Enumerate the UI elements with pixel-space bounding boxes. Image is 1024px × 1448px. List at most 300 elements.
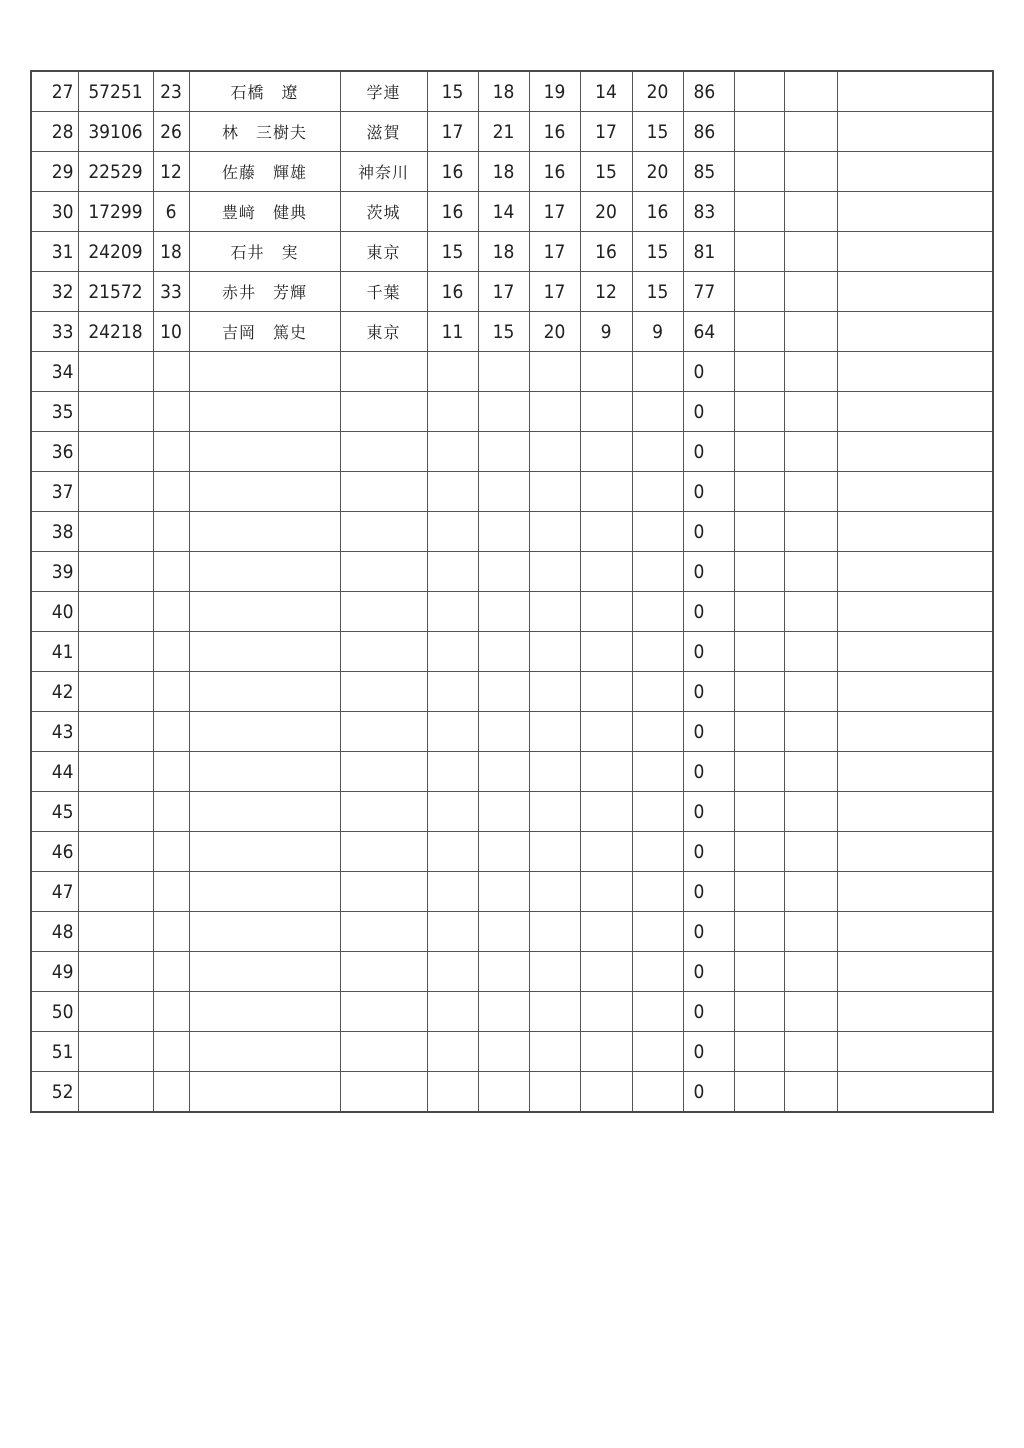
round-2-score-cell <box>478 352 529 392</box>
number-cell: 26 <box>153 112 189 152</box>
member-id-cell <box>78 432 153 472</box>
total-score-cell: 0 <box>683 392 734 432</box>
round-1-score-cell <box>427 1032 478 1072</box>
blank-cell <box>784 71 837 112</box>
table-row <box>31 752 993 792</box>
prefecture-cell <box>340 352 427 392</box>
remarks-cell <box>837 632 993 672</box>
number-cell <box>153 352 189 392</box>
round-4-score-cell <box>580 592 632 632</box>
player-name-cell <box>189 672 340 712</box>
remarks-cell <box>837 792 993 832</box>
round-4-score-cell <box>580 512 632 552</box>
rank-cell: 36 <box>31 432 78 472</box>
round-5-score-cell <box>632 472 683 512</box>
table-row <box>31 112 993 152</box>
round-3-score-cell: 19 <box>529 71 580 112</box>
table-row <box>31 312 993 352</box>
round-5-score-cell <box>632 352 683 392</box>
round-1-score-cell <box>427 512 478 552</box>
round-2-score-cell <box>478 392 529 432</box>
round-3-score-cell: 17 <box>529 232 580 272</box>
blank-cell <box>734 152 784 192</box>
number-cell <box>153 432 189 472</box>
prefecture-cell <box>340 992 427 1032</box>
round-5-score-cell: 16 <box>632 192 683 232</box>
round-2-score-cell: 14 <box>478 192 529 232</box>
table-row <box>31 432 993 472</box>
member-id-cell: 57251 <box>78 71 153 112</box>
player-name-cell <box>189 1032 340 1072</box>
blank-cell <box>784 792 837 832</box>
rank-cell: 27 <box>31 71 78 112</box>
round-4-score-cell: 17 <box>580 112 632 152</box>
table-row <box>31 792 993 832</box>
member-id-cell <box>78 392 153 432</box>
round-2-score-cell <box>478 1032 529 1072</box>
player-name-cell <box>189 872 340 912</box>
player-name-cell <box>189 792 340 832</box>
remarks-cell <box>837 912 993 952</box>
blank-cell <box>734 112 784 152</box>
total-score-cell: 83 <box>683 192 734 232</box>
total-score-cell: 0 <box>683 952 734 992</box>
blank-cell <box>734 912 784 952</box>
prefecture-cell <box>340 472 427 512</box>
table-row <box>31 272 993 312</box>
round-4-score-cell <box>580 952 632 992</box>
round-4-score-cell <box>580 792 632 832</box>
round-1-score-cell <box>427 472 478 512</box>
round-4-score-cell <box>580 992 632 1032</box>
prefecture-cell <box>340 1032 427 1072</box>
rank-cell: 32 <box>31 272 78 312</box>
prefecture-cell <box>340 832 427 872</box>
total-score-cell: 0 <box>683 792 734 832</box>
round-4-score-cell <box>580 1032 632 1072</box>
round-1-score-cell <box>427 592 478 632</box>
number-cell <box>153 392 189 432</box>
total-score-cell: 0 <box>683 472 734 512</box>
round-2-score-cell <box>478 432 529 472</box>
round-4-score-cell <box>580 472 632 512</box>
round-4-score-cell <box>580 1072 632 1113</box>
round-2-score-cell <box>478 752 529 792</box>
score-table <box>30 70 994 1113</box>
round-5-score-cell <box>632 592 683 632</box>
round-3-score-cell <box>529 672 580 712</box>
round-3-score-cell <box>529 632 580 672</box>
round-3-score-cell <box>529 352 580 392</box>
rank-cell: 31 <box>31 232 78 272</box>
remarks-cell <box>837 672 993 712</box>
blank-cell <box>784 1072 837 1113</box>
rank-cell: 39 <box>31 552 78 592</box>
round-1-score-cell <box>427 1072 478 1113</box>
member-id-cell: 24218 <box>78 312 153 352</box>
round-4-score-cell: 20 <box>580 192 632 232</box>
member-id-cell: 22529 <box>78 152 153 192</box>
round-1-score-cell: 16 <box>427 272 478 312</box>
round-1-score-cell <box>427 792 478 832</box>
rank-cell: 48 <box>31 912 78 952</box>
blank-cell <box>734 232 784 272</box>
rank-cell: 38 <box>31 512 78 552</box>
player-name-cell: 豊﨑 健典 <box>189 192 340 232</box>
blank-cell <box>734 832 784 872</box>
round-4-score-cell <box>580 672 632 712</box>
total-score-cell: 86 <box>683 112 734 152</box>
round-1-score-cell <box>427 432 478 472</box>
blank-cell <box>784 392 837 432</box>
total-score-cell: 0 <box>683 872 734 912</box>
number-cell: 6 <box>153 192 189 232</box>
number-cell <box>153 1032 189 1072</box>
round-5-score-cell: 15 <box>632 272 683 312</box>
member-id-cell <box>78 1032 153 1072</box>
table-row <box>31 832 993 872</box>
player-name-cell <box>189 1072 340 1113</box>
number-cell <box>153 992 189 1032</box>
prefecture-cell <box>340 872 427 912</box>
blank-cell <box>734 71 784 112</box>
round-2-score-cell: 18 <box>478 152 529 192</box>
round-3-score-cell <box>529 1072 580 1113</box>
blank-cell <box>734 1032 784 1072</box>
round-3-score-cell <box>529 472 580 512</box>
round-1-score-cell <box>427 752 478 792</box>
blank-cell <box>734 752 784 792</box>
number-cell <box>153 552 189 592</box>
blank-cell <box>734 592 784 632</box>
round-4-score-cell <box>580 352 632 392</box>
number-cell <box>153 1072 189 1113</box>
table-row <box>31 632 993 672</box>
rank-cell: 50 <box>31 992 78 1032</box>
round-4-score-cell: 16 <box>580 232 632 272</box>
blank-cell <box>784 632 837 672</box>
player-name-cell: 佐藤 輝雄 <box>189 152 340 192</box>
blank-cell <box>734 312 784 352</box>
member-id-cell <box>78 912 153 952</box>
blank-cell <box>784 232 837 272</box>
blank-cell <box>784 872 837 912</box>
round-4-score-cell <box>580 912 632 952</box>
round-4-score-cell <box>580 832 632 872</box>
blank-cell <box>734 792 784 832</box>
total-score-cell: 81 <box>683 232 734 272</box>
member-id-cell <box>78 872 153 912</box>
blank-cell <box>734 712 784 752</box>
blank-cell <box>734 512 784 552</box>
prefecture-cell <box>340 552 427 592</box>
round-5-score-cell: 20 <box>632 152 683 192</box>
remarks-cell <box>837 712 993 752</box>
round-1-score-cell: 15 <box>427 71 478 112</box>
number-cell: 33 <box>153 272 189 312</box>
round-2-score-cell <box>478 632 529 672</box>
player-name-cell <box>189 632 340 672</box>
remarks-cell <box>837 1032 993 1072</box>
round-5-score-cell <box>632 952 683 992</box>
rank-cell: 43 <box>31 712 78 752</box>
table-row <box>31 712 993 752</box>
round-1-score-cell <box>427 712 478 752</box>
rank-cell: 29 <box>31 152 78 192</box>
blank-cell <box>784 592 837 632</box>
prefecture-cell <box>340 1072 427 1113</box>
prefecture-cell <box>340 392 427 432</box>
remarks-cell <box>837 512 993 552</box>
total-score-cell: 0 <box>683 1032 734 1072</box>
round-3-score-cell <box>529 592 580 632</box>
table-row <box>31 672 993 712</box>
table-row <box>31 472 993 512</box>
round-2-score-cell: 18 <box>478 232 529 272</box>
blank-cell <box>734 632 784 672</box>
rank-cell: 51 <box>31 1032 78 1072</box>
round-2-score-cell <box>478 872 529 912</box>
number-cell <box>153 512 189 552</box>
table-row <box>31 232 993 272</box>
rank-cell: 41 <box>31 632 78 672</box>
total-score-cell: 0 <box>683 1072 734 1113</box>
player-name-cell: 吉岡 篤史 <box>189 312 340 352</box>
player-name-cell <box>189 592 340 632</box>
number-cell: 18 <box>153 232 189 272</box>
round-1-score-cell <box>427 672 478 712</box>
round-5-score-cell <box>632 752 683 792</box>
round-3-score-cell: 17 <box>529 272 580 312</box>
round-4-score-cell <box>580 432 632 472</box>
round-1-score-cell: 11 <box>427 312 478 352</box>
round-3-score-cell <box>529 432 580 472</box>
remarks-cell <box>837 272 993 312</box>
blank-cell <box>784 672 837 712</box>
blank-cell <box>784 712 837 752</box>
player-name-cell <box>189 832 340 872</box>
round-5-score-cell <box>632 512 683 552</box>
number-cell <box>153 472 189 512</box>
player-name-cell: 赤井 芳輝 <box>189 272 340 312</box>
round-1-score-cell <box>427 552 478 592</box>
member-id-cell <box>78 512 153 552</box>
round-3-score-cell <box>529 872 580 912</box>
rank-cell: 46 <box>31 832 78 872</box>
round-3-score-cell <box>529 1032 580 1072</box>
round-2-score-cell: 17 <box>478 272 529 312</box>
table-row <box>31 592 993 632</box>
prefecture-cell <box>340 632 427 672</box>
remarks-cell <box>837 112 993 152</box>
round-5-score-cell: 9 <box>632 312 683 352</box>
remarks-cell <box>837 992 993 1032</box>
member-id-cell <box>78 712 153 752</box>
round-3-score-cell <box>529 952 580 992</box>
round-5-score-cell <box>632 392 683 432</box>
round-3-score-cell <box>529 792 580 832</box>
rank-cell: 37 <box>31 472 78 512</box>
total-score-cell: 0 <box>683 432 734 472</box>
blank-cell <box>784 552 837 592</box>
blank-cell <box>734 272 784 312</box>
blank-cell <box>784 152 837 192</box>
round-4-score-cell <box>580 752 632 792</box>
total-score-cell: 0 <box>683 672 734 712</box>
total-score-cell: 77 <box>683 272 734 312</box>
round-5-score-cell <box>632 872 683 912</box>
round-4-score-cell <box>580 392 632 432</box>
rank-cell: 30 <box>31 192 78 232</box>
number-cell <box>153 632 189 672</box>
round-3-score-cell: 17 <box>529 192 580 232</box>
round-4-score-cell <box>580 632 632 672</box>
number-cell <box>153 912 189 952</box>
round-1-score-cell: 16 <box>427 192 478 232</box>
table-row <box>31 552 993 592</box>
player-name-cell: 石井 実 <box>189 232 340 272</box>
round-4-score-cell: 14 <box>580 71 632 112</box>
member-id-cell <box>78 832 153 872</box>
total-score-cell: 0 <box>683 632 734 672</box>
blank-cell <box>734 1072 784 1113</box>
round-5-score-cell <box>632 712 683 752</box>
prefecture-cell: 学連 <box>340 71 427 112</box>
round-3-score-cell <box>529 992 580 1032</box>
prefecture-cell <box>340 672 427 712</box>
remarks-cell <box>837 752 993 792</box>
prefecture-cell <box>340 712 427 752</box>
rank-cell: 40 <box>31 592 78 632</box>
total-score-cell: 0 <box>683 552 734 592</box>
rank-cell: 35 <box>31 392 78 432</box>
number-cell <box>153 672 189 712</box>
rank-cell: 28 <box>31 112 78 152</box>
round-3-score-cell <box>529 832 580 872</box>
player-name-cell <box>189 752 340 792</box>
round-2-score-cell <box>478 832 529 872</box>
remarks-cell <box>837 592 993 632</box>
round-2-score-cell <box>478 792 529 832</box>
blank-cell <box>784 272 837 312</box>
table-row <box>31 152 993 192</box>
blank-cell <box>734 432 784 472</box>
round-5-score-cell <box>632 672 683 712</box>
round-5-score-cell <box>632 992 683 1032</box>
player-name-cell <box>189 952 340 992</box>
member-id-cell <box>78 552 153 592</box>
total-score-cell: 0 <box>683 832 734 872</box>
member-id-cell <box>78 1072 153 1113</box>
rank-cell: 45 <box>31 792 78 832</box>
blank-cell <box>734 352 784 392</box>
prefecture-cell: 滋賀 <box>340 112 427 152</box>
score-table-body <box>31 71 993 1112</box>
number-cell <box>153 592 189 632</box>
round-4-score-cell: 9 <box>580 312 632 352</box>
round-2-score-cell <box>478 512 529 552</box>
round-2-score-cell <box>478 712 529 752</box>
blank-cell <box>784 952 837 992</box>
table-row <box>31 392 993 432</box>
blank-cell <box>734 952 784 992</box>
round-3-score-cell <box>529 552 580 592</box>
rank-cell: 42 <box>31 672 78 712</box>
prefecture-cell: 東京 <box>340 232 427 272</box>
player-name-cell <box>189 912 340 952</box>
round-2-score-cell <box>478 552 529 592</box>
round-1-score-cell <box>427 992 478 1032</box>
round-5-score-cell <box>632 1072 683 1113</box>
round-4-score-cell <box>580 712 632 752</box>
remarks-cell <box>837 152 993 192</box>
blank-cell <box>784 352 837 392</box>
prefecture-cell <box>340 512 427 552</box>
round-2-score-cell <box>478 672 529 712</box>
member-id-cell <box>78 992 153 1032</box>
total-score-cell: 86 <box>683 71 734 112</box>
blank-cell <box>784 112 837 152</box>
remarks-cell <box>837 952 993 992</box>
round-1-score-cell <box>427 872 478 912</box>
round-2-score-cell: 18 <box>478 71 529 112</box>
round-4-score-cell: 15 <box>580 152 632 192</box>
player-name-cell: 石橋 遼 <box>189 71 340 112</box>
round-2-score-cell: 21 <box>478 112 529 152</box>
remarks-cell <box>837 872 993 912</box>
player-name-cell <box>189 472 340 512</box>
round-5-score-cell <box>632 832 683 872</box>
round-4-score-cell <box>580 552 632 592</box>
round-1-score-cell: 17 <box>427 112 478 152</box>
player-name-cell <box>189 552 340 592</box>
prefecture-cell <box>340 792 427 832</box>
round-1-score-cell <box>427 352 478 392</box>
round-2-score-cell <box>478 472 529 512</box>
number-cell: 12 <box>153 152 189 192</box>
prefecture-cell: 茨城 <box>340 192 427 232</box>
table-row <box>31 1072 993 1113</box>
blank-cell <box>734 472 784 512</box>
table-row <box>31 872 993 912</box>
round-5-score-cell <box>632 792 683 832</box>
round-1-score-cell: 16 <box>427 152 478 192</box>
blank-cell <box>784 832 837 872</box>
blank-cell <box>784 512 837 552</box>
player-name-cell <box>189 712 340 752</box>
blank-cell <box>784 192 837 232</box>
total-score-cell: 64 <box>683 312 734 352</box>
round-5-score-cell <box>632 632 683 672</box>
remarks-cell <box>837 232 993 272</box>
prefecture-cell <box>340 592 427 632</box>
number-cell <box>153 952 189 992</box>
number-cell <box>153 752 189 792</box>
round-3-score-cell: 16 <box>529 112 580 152</box>
remarks-cell <box>837 432 993 472</box>
round-3-score-cell <box>529 712 580 752</box>
member-id-cell <box>78 592 153 632</box>
round-5-score-cell: 15 <box>632 112 683 152</box>
table-row <box>31 952 993 992</box>
blank-cell <box>734 992 784 1032</box>
blank-cell <box>784 472 837 512</box>
round-5-score-cell <box>632 432 683 472</box>
round-5-score-cell: 20 <box>632 71 683 112</box>
blank-cell <box>784 432 837 472</box>
remarks-cell <box>837 392 993 432</box>
prefecture-cell: 千葉 <box>340 272 427 312</box>
